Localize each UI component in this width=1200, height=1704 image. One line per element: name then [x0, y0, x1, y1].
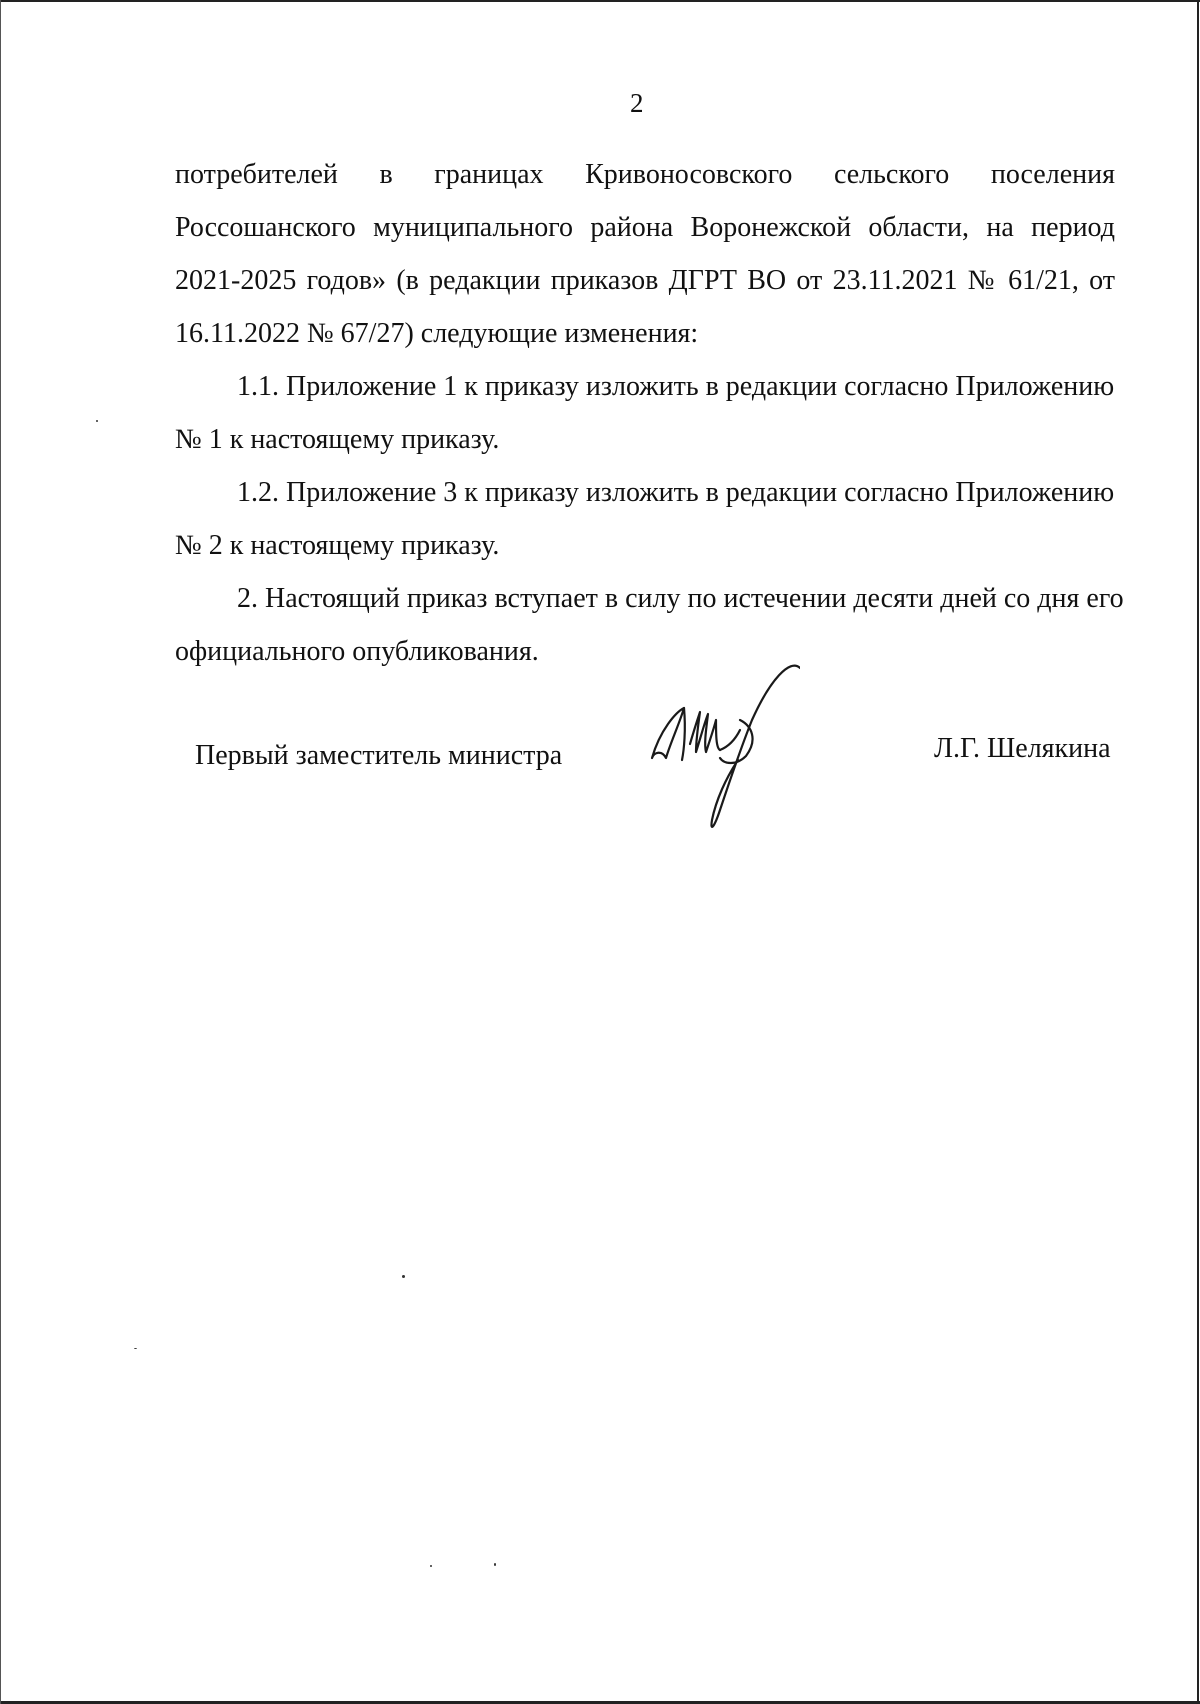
word: в	[379, 159, 393, 190]
signatory-name: Л.Г. Шелякина	[934, 733, 1111, 764]
signatory-title: Первый заместитель министра	[195, 740, 563, 771]
scan-speck	[402, 1275, 405, 1278]
word: Кривоносовского	[585, 159, 793, 190]
scan-speck	[494, 1563, 496, 1566]
item-1-1-line-1: 1.1. Приложение 1 к приказу изложить в редакции согласно Приложению	[237, 371, 1115, 402]
paragraph-line-4: 16.11.2022 № 67/27) следующие изменения:	[175, 318, 699, 349]
scan-edge-right	[1197, 0, 1199, 1704]
item-2-line-2: официального опубликования.	[175, 636, 539, 667]
scan-edge-left	[0, 0, 1, 1704]
document-body	[175, 148, 1124, 678]
item-1-2-line-2: № 2 к настоящему приказу.	[175, 530, 500, 561]
word: границах	[434, 159, 544, 190]
scan-speck	[134, 1348, 137, 1349]
scan-speck	[96, 420, 98, 422]
page-number: 2	[630, 88, 644, 118]
item-1-1-line-2: № 1 к настоящему приказу.	[175, 424, 500, 455]
item-1-2-line-1: 1.2. Приложение 3 к приказу изложить в редакции согласно Приложению	[237, 477, 1115, 508]
item-2-line-1: 2. Настоящий приказ вступает в силу по истечении десяти дней со дня его	[237, 583, 1124, 614]
scan-edge-top	[0, 0, 1200, 2]
paragraph-line-1	[175, 148, 1115, 201]
scan-speck	[430, 1565, 432, 1567]
paragraph-line-3: 2021-2025 годов» (в редакции приказов ДГРТ ВО от 23.11.2021 № 61/21, от	[175, 265, 1115, 296]
word: сельского	[833, 159, 950, 190]
handwritten-signature-icon	[640, 660, 800, 835]
word: поселения	[990, 159, 1115, 190]
word: потребителей	[175, 159, 338, 190]
paragraph-line-2: Россошанского муниципального района Воронежской области, на период	[175, 212, 1115, 243]
